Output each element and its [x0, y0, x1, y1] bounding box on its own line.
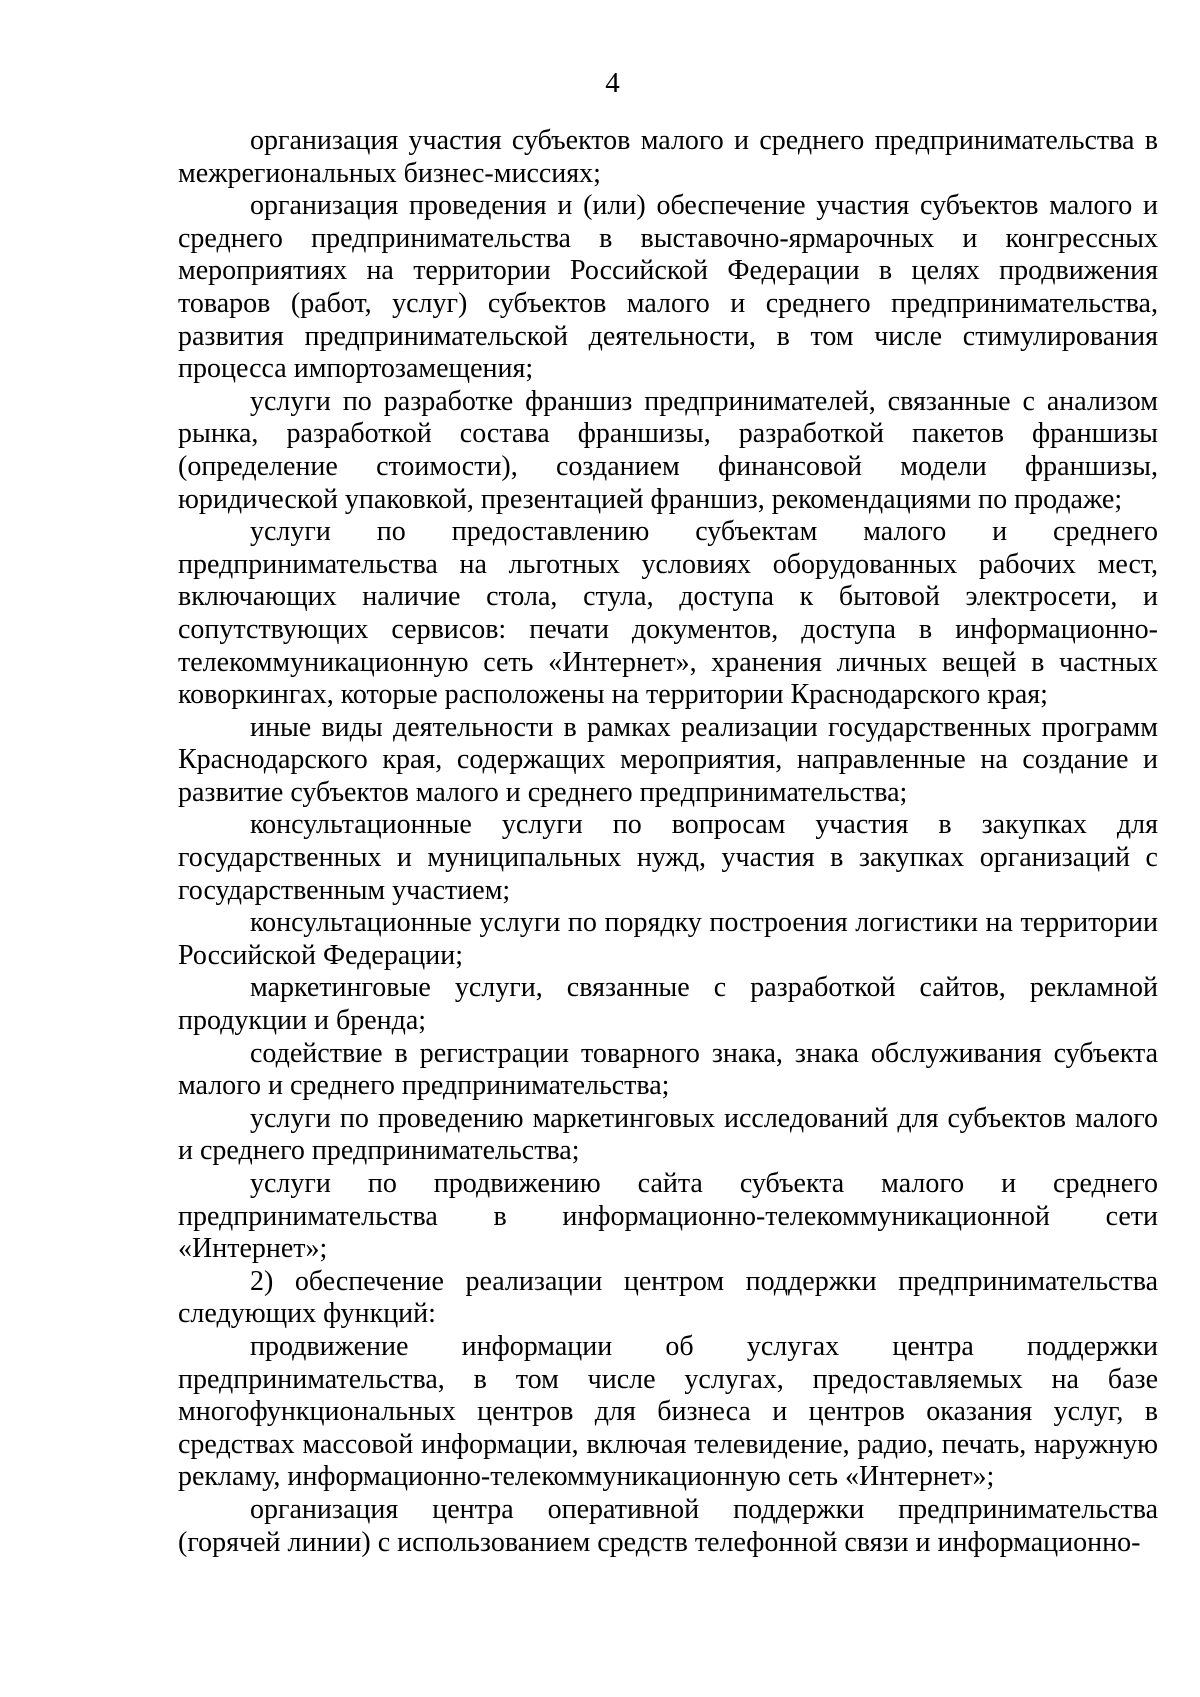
paragraph-franchise-development: услуги по разработке франшиз предпринимателей, связанные с анализом рынка, разработкой состава франшизы, разработкой пакетов франшизы (определение стоимости), созданием финансовой модели франшизы, юридической упаковкой, презентацией франшиз, рекомендациями по продаже;: [178, 385, 1158, 515]
paragraph-logistics-consulting: консультационные услуги по порядку построения логистики на территории Российской Федерации;: [178, 907, 1158, 971]
paragraph-trademark-registration: содействие в регистрации товарного знака, знака обслуживания субъекта малого и среднего предпринимательства;: [178, 1037, 1158, 1102]
paragraph-interregional-business-missions: организация участия субъектов малого и среднего предпринимательства в межрегиональных бизнес-миссиях;: [178, 125, 1158, 189]
paragraph-hotline-organization: организация центра оперативной поддержки предпринимательства (горячей линии) с использованием средств телефонной связи и информационно-: [178, 1493, 1158, 1558]
paragraph-marketing-services: маркетинговые услуги, связанные с разработкой сайтов, рекламной продукции и бренда;: [178, 972, 1158, 1037]
document-body: [178, 125, 1158, 1559]
paragraph-marketing-research: услуги по проведению маркетинговых исследований для субъектов малого и среднего предпринимательства;: [178, 1102, 1158, 1167]
paragraph-exhibitions-participation: организация проведения и (или) обеспечение участия субъектов малого и среднего предпринимательства в выставочно-ярмарочных и конгрессных мероприятиях на территории Российской Федерации в целях продвижения товаров (работ, услуг) субъектов малого и среднего предпринимательства, развития предпринимательской деятельности, в том числе стимулирования процесса импортозамещения;: [178, 190, 1158, 385]
paragraph-information-promotion: продвижение информации об услугах центра поддержки предпринимательства, в том числе услугах, предоставляемых на базе многофункциональных центров для бизнеса и центров оказания услуг, в средствах массовой информации, включая телевидение, радио, печать, наружную рекламу, информационно-телекоммуникационную сеть «Интернет»;: [178, 1330, 1158, 1493]
paragraph-website-promotion: услуги по продвижению сайта субъекта малого и среднего предпринимательства в информационно-телекоммуникационной сети «Интернет»;: [178, 1168, 1158, 1265]
paragraph-coworking-workplaces: услуги по предоставлению субъектам малого и среднего предпринимательства на льготных условиях оборудованных рабочих мест, включающих наличие стола, стула, доступа к бытовой электросети, и сопутствующих сервисов: печати документов, доступа в информационно-телекоммуникационную сеть «Интернет», хранения личных вещей в частных коворкингах, которые расположены на территории Краснодарского края;: [178, 516, 1158, 711]
paragraph-procurement-consulting: консультационные услуги по вопросам участия в закупках для государственных и муниципальных нужд, участия в закупках организаций с государственным участием;: [178, 809, 1158, 906]
paragraph-other-activities: иные виды деятельности в рамках реализации государственных программ Краснодарского края, содержащих мероприятия, направленные на создание и развитие субъектов малого и среднего предпринимательства;: [178, 711, 1158, 808]
page-number: 4: [605, 67, 620, 99]
paragraph-support-center-functions: 2) обеспечение реализации центром поддержки предпринимательства следующих функций:: [178, 1265, 1158, 1330]
